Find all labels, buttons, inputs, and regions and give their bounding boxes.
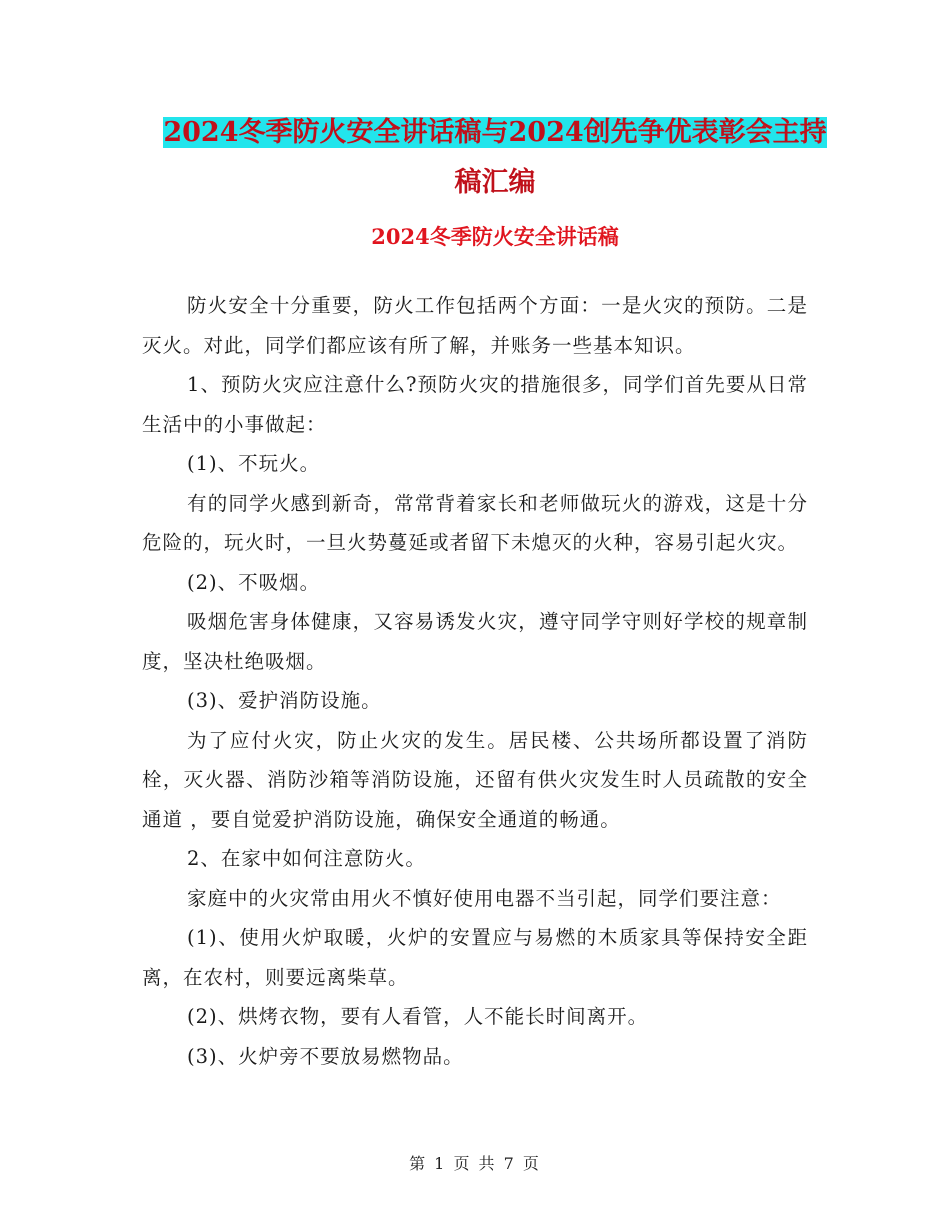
body-text: [142, 286, 808, 1076]
paragraph: (2)、不吸烟。: [187, 570, 321, 594]
paragraph: (3)、火炉旁不要放易燃物品。: [187, 1044, 464, 1068]
paragraph: (2)、烘烤衣物，要有人看管，人不能长时间离开。: [187, 1005, 649, 1028]
paragraph: (3)、爱护消防设施。: [187, 689, 382, 712]
paragraph: 2、在家中如何注意防火。: [187, 847, 426, 870]
paragraph: 有的同学火感到新奇，常常背着家长和老师做玩火的游戏，这是十分危险的，玩火时，一旦火势蔓延或者留下未熄灭的火种，容易引起火灾。: [142, 491, 808, 554]
paragraph: 防火安全十分重要，防火工作包括两个方面：一是火灾的预防。二是灭火。对此，同学们都应该有所了解，并账务一些基本知识。: [142, 294, 808, 357]
paragraph: (1)、使用火炉取暖，火炉的安置应与易燃的木质家具等保持安全距离，在农村，则要远离柴草。: [142, 926, 808, 989]
page-footer: 第 1 页 共 7 页: [409, 1154, 541, 1173]
paragraph: 1、预防火灾应注意什么?预防火灾的措施很多，同学们首先要从日常生活中的小事做起：: [142, 373, 808, 436]
title-line-2: 稿汇编: [454, 167, 536, 198]
paragraph: 吸烟危害身体健康，又容易诱发火灾，遵守同学守则好学校的规章制度，坚决杜绝吸烟。: [142, 610, 808, 673]
paragraph: 为了应付火灾，防止火灾的发生。居民楼、公共场所都设置了消防栓，灭火器、消防沙箱等消防设施，还留有供火灾发生时人员疏散的安全通道 ，要自觉爱护消防设施，确保安全通道的畅通。: [142, 728, 808, 831]
paragraph: 家庭中的火灾常由用火不慎好使用电器不当引起，同学们要注意：: [187, 886, 782, 910]
section-title: 2024冬季防火安全讲话稿: [371, 224, 619, 249]
paragraph: (1)、不玩火。: [187, 452, 321, 475]
title-line-1: 2024冬季防火安全讲话稿与2024创先争优表彰会主持: [163, 117, 827, 148]
document-title: [140, 108, 850, 208]
